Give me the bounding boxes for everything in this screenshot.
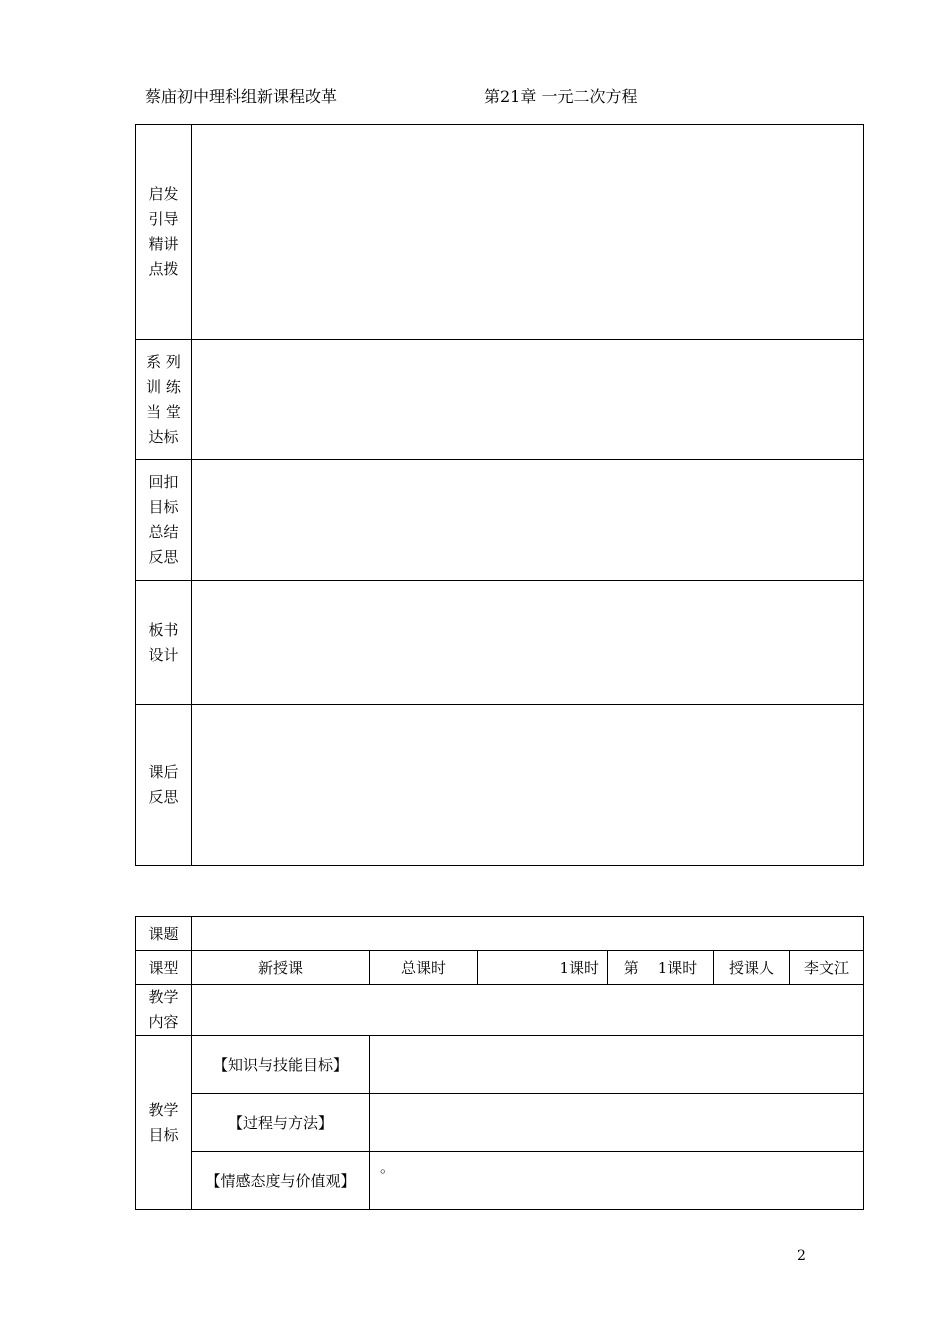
goal-row [136,1036,864,1094]
type-row [136,951,864,985]
section-row [136,340,864,460]
section-label: 板书 设计 [136,581,192,705]
topic-label: 课题 [136,917,192,951]
teacher-label: 授课人 [714,951,790,985]
section-label: 课后 反思 [136,705,192,866]
section-content[interactable] [192,460,864,581]
goal-process-label: 【过程与方法】 [192,1094,370,1152]
goal-process-value[interactable] [370,1094,864,1152]
goal-knowledge-label: 【知识与技能目标】 [192,1036,370,1094]
goal-emotion-value[interactable]: 。 [370,1152,864,1210]
goals-label: 教学 目标 [136,1036,192,1210]
topic-row [136,917,864,951]
section-row [136,705,864,866]
total-hours-label: 总课时 [370,951,478,985]
lesson-info-table [135,916,864,1210]
type-label: 课型 [136,951,192,985]
goal-row [136,1152,864,1210]
goal-knowledge-value[interactable] [370,1036,864,1094]
goal-emotion-label: 【情感态度与价值观】 [192,1152,370,1210]
section-content[interactable] [192,125,864,340]
content-row [136,985,864,1036]
topic-value[interactable] [192,917,864,951]
section-content[interactable] [192,340,864,460]
page-number: 2 [797,1248,806,1264]
lesson-number: 第 1课时 [608,951,714,985]
section-label: 回扣 目标 总结 反思 [136,460,192,581]
total-hours-value: 1课时 [478,951,608,985]
type-value: 新授课 [192,951,370,985]
section-row [136,460,864,581]
section-content[interactable] [192,581,864,705]
section-row [136,581,864,705]
goal-row [136,1094,864,1152]
section-content[interactable] [192,705,864,866]
content-value[interactable] [192,985,864,1036]
section-label: 系 列 训 练 当 堂 达标 [136,340,192,460]
section-row [136,125,864,340]
lesson-plan-table [135,124,864,866]
header-school: 蔡庙初中理科组新课程改革 [145,87,338,106]
teacher-value: 李文江 [790,951,864,985]
header-chapter: 第21章 一元二次方程 [484,87,638,106]
content-label: 教学 内容 [136,985,192,1036]
section-label: 启发 引导 精讲 点拨 [136,125,192,340]
